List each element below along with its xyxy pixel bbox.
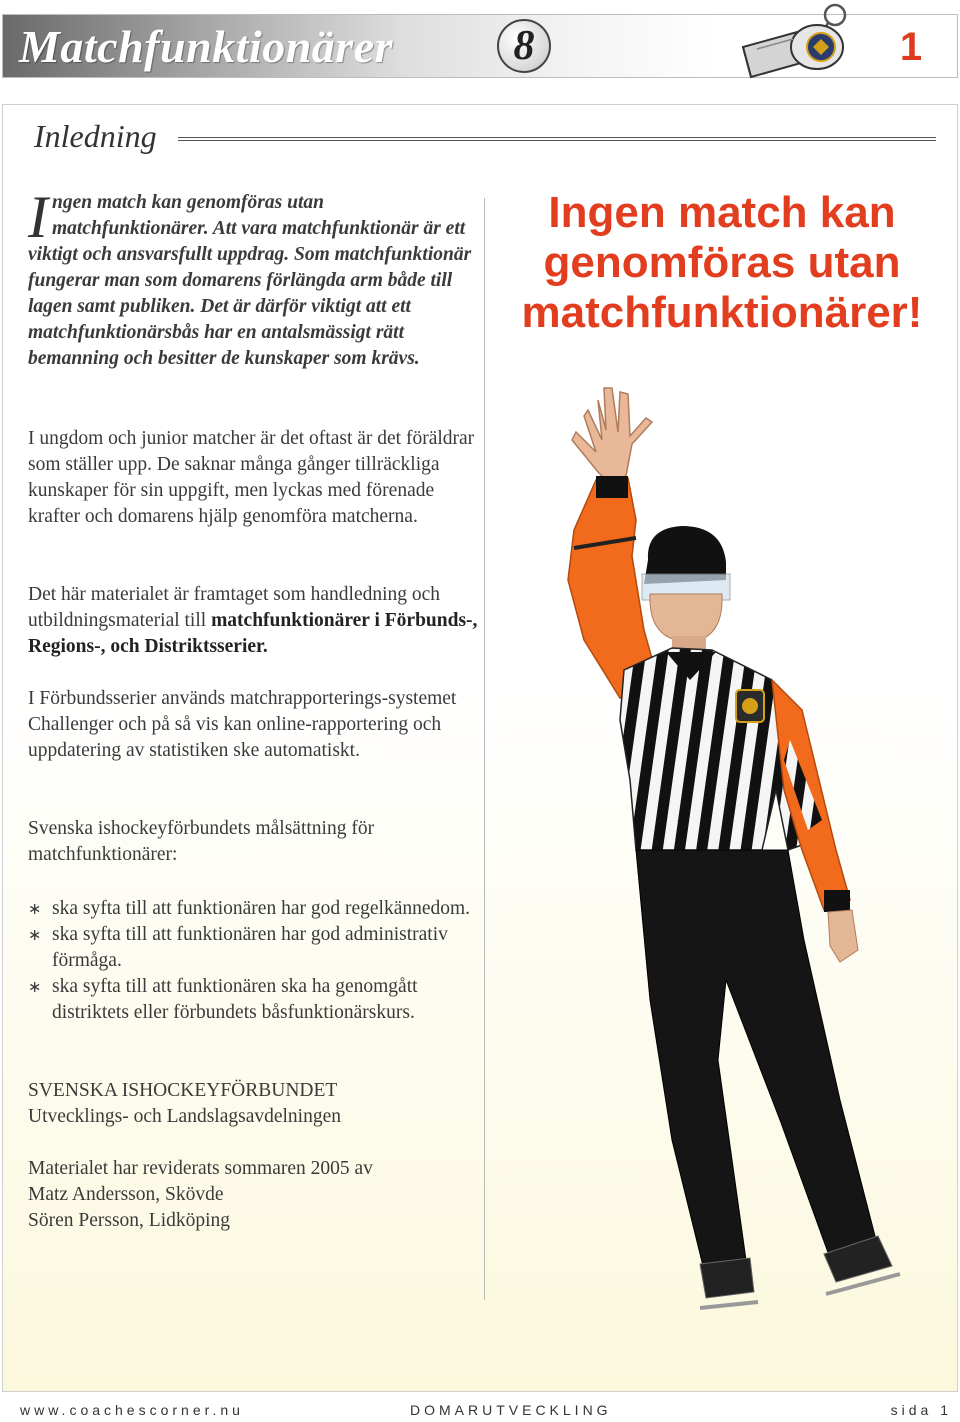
revision-author-1: Matz Andersson, Skövde xyxy=(28,1184,224,1205)
page-number-top: 1 xyxy=(899,25,923,69)
asterisk-bullet-icon: ∗ xyxy=(28,977,42,996)
list-item xyxy=(28,922,478,974)
lead-paragraph xyxy=(28,184,478,372)
goal-text: ska syfta till att funktionären har god regelkännedom. xyxy=(52,898,471,919)
header-band xyxy=(2,14,958,78)
paragraph-youth: I ungdom och junior matcher är det oftast är det föräldrar som ställer upp. De saknar många gånger tillräckliga kunskaper för sin uppgift, men lyckas med förenade krafter och domarens hjälp genomföra matcherna. xyxy=(28,428,475,527)
revision-block xyxy=(28,1156,478,1234)
column-divider xyxy=(484,198,485,1300)
list-item xyxy=(28,896,478,922)
goals-list xyxy=(28,896,478,1026)
title-rule xyxy=(178,137,936,141)
revision-author-2: Sören Persson, Lidköping xyxy=(28,1210,231,1231)
paragraph-challenger: I Förbundsserier används matchrapporterings-systemet Challenger och på så vis kan online-rapportering och uppdatering av statistiken ske automatiskt. xyxy=(28,688,457,761)
footer xyxy=(20,1402,952,1422)
list-item xyxy=(28,974,478,1026)
goal-text: ska syfta till att funktionären ska ha genomgått distriktets eller förbundets båsfunktionärskurs. xyxy=(52,976,418,1023)
headline xyxy=(496,188,948,338)
revision-note: Materialet har reviderats sommaren 2005 av xyxy=(28,1158,373,1179)
paragraph-goals-intro: Svenska ishockeyförbundets målsättning för matchfunktionärer: xyxy=(28,818,375,865)
section-title: Inledning xyxy=(34,118,157,154)
asterisk-bullet-icon: ∗ xyxy=(28,925,42,944)
organization-name: SVENSKA ISHOCKEYFÖRBUNDET xyxy=(28,1080,338,1101)
headline-line-3: matchfunktionärer! xyxy=(521,288,923,337)
asterisk-bullet-icon: ∗ xyxy=(28,899,42,918)
organization-block xyxy=(28,1078,478,1130)
drop-cap: I xyxy=(28,184,48,250)
lead-text: ngen match kan genomföras utan matchfunktionärer. Att vara matchfunktionär är ett viktigt och ansvarsfullt uppdrag. Som matchfunktionär fungerar man som domarens förlängda arm både till lagen samt publiken. Det är därför viktigt att ett matchfunktionärsbås har en antalsmässigt rätt bemanning och besitter de kunskaper som krävs. xyxy=(28,192,472,369)
footer-website: www.coachescorner.nu xyxy=(20,1402,244,1418)
footer-department: DOMARUTVECKLING xyxy=(410,1402,612,1418)
paragraph-material xyxy=(28,582,478,660)
organization-department: Utvecklings- och Landslagsavdelningen xyxy=(28,1106,341,1127)
goal-text: ska syfta till att funktionären har god administrativ förmåga. xyxy=(52,924,448,971)
chapter-badge: 8 xyxy=(497,19,551,73)
referee-illustration xyxy=(540,380,950,1340)
headline-line-1: Ingen match kan xyxy=(548,188,896,237)
headline-line-2: genomföras utan xyxy=(543,238,901,287)
document-title: Matchfunktionärer xyxy=(19,21,394,72)
whistle-icon xyxy=(731,1,855,83)
footer-page-number: sida 1 xyxy=(890,1402,952,1418)
paragraph-material-intro: Det här materialet är framtaget som handledning och utbildningsmaterial till xyxy=(28,584,441,631)
paragraph-material-bold: matchfunktionärer i Förbunds-, Regions-, och Distriktsserier. xyxy=(28,610,478,657)
